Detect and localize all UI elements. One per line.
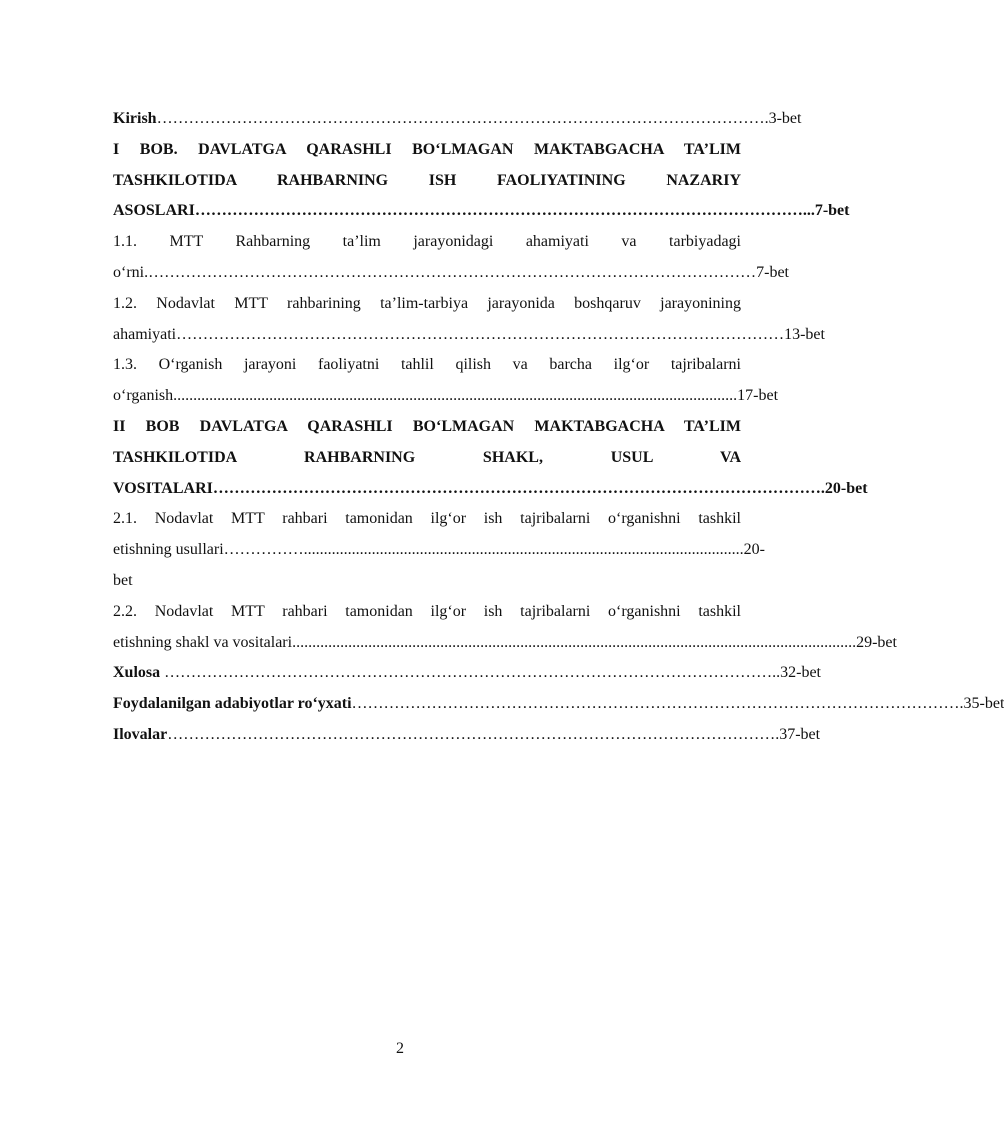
chapter-heading-line: II BOB DAVLATGA QARASHLI BO‘LMAGAN MAKTABGACHA TA’LIM — [113, 417, 741, 435]
toc-entry-xulosa — [113, 658, 821, 689]
toc-title: o‘rni. — [113, 263, 149, 281]
section-heading-line: 1.2. Nodavlat MTT rahbarining ta’lim-tarbiya jarayonida boshqaruv jarayonining — [113, 294, 741, 312]
toc-page: 29-bet — [856, 633, 897, 651]
toc-entry-1-3 — [113, 381, 779, 412]
dot-leader: …………………………………………………………………………………………………… — [176, 325, 785, 343]
toc-entry-chapter-2 — [113, 474, 868, 505]
toc-page: .35-bet — [959, 695, 1004, 713]
toc-page: 20- — [743, 541, 765, 559]
toc-entry-adabiyotlar — [113, 689, 1004, 720]
toc-page: 13-bet — [784, 325, 825, 343]
toc-title: Foydalanilgan adabiyotlar ro‘yxati — [113, 695, 352, 713]
toc-title: Ilovalar — [113, 725, 168, 743]
toc-title: Xulosa — [113, 664, 161, 682]
toc-page: .20-bet — [820, 479, 868, 497]
toc-page: ..32-bet — [772, 664, 821, 682]
dot-leader: ............................................................................................................................................. — [292, 633, 857, 651]
chapter-heading-line: TASHKILOTIDA RAHBARNING SHAKL, USUL VA — [113, 448, 741, 466]
dot-leader: …………………………………………………………………………………………………… — [156, 110, 765, 127]
toc-title: o‘rganish — [113, 387, 174, 405]
toc-page: 17-bet — [737, 387, 779, 405]
toc-entry-ilovalar — [113, 720, 821, 751]
dot-leader: ............................................................................................................................................. — [173, 387, 738, 405]
toc-title: Kirish — [113, 110, 157, 127]
chapter-heading-line: I BOB. DAVLATGA QARASHLI BO‘LMAGAN MAKTABGACHA TA’LIM — [113, 140, 741, 158]
toc-entry-kirish — [113, 104, 802, 135]
toc-page: ...7-bet — [802, 202, 850, 220]
toc-page-continuation: bet — [113, 571, 133, 589]
dot-leader: …………….............................................................................................................. — [223, 541, 744, 559]
toc-title: VOSITALARI — [113, 479, 213, 497]
toc-entry-1-2 — [113, 320, 825, 351]
toc-entry-2-2 — [113, 628, 897, 659]
dot-leader: …………………………………………………………………………………………………… — [148, 263, 757, 281]
toc-page: .3-bet — [764, 110, 802, 127]
toc-page: 7-bet — [756, 263, 789, 281]
toc-title: ahamiyati — [113, 325, 177, 343]
toc-entry-2-1 — [113, 535, 765, 566]
toc-title: etishning shakl va vositalari — [113, 633, 293, 651]
section-heading-line: 1.1. MTT Rahbarning ta’lim jarayonidagi ahamiyati va tarbiyadagi — [113, 233, 741, 251]
section-heading-line: 1.3. O‘rganish jarayoni faoliyatni tahlil qilish va barcha ilg‘or tajribalarni — [113, 356, 741, 374]
toc-title: ASOSLARI — [113, 202, 195, 220]
toc-page: .37-bet — [775, 725, 821, 743]
toc-entry-chapter-1 — [113, 196, 850, 227]
dot-leader: …………………………………………………………………………………………………… — [167, 725, 776, 743]
dot-leader: …………………………………………………………………………………………………… — [160, 664, 773, 682]
dot-leader: …………………………………………………………………………………………………… — [212, 479, 821, 497]
chapter-heading-line: TASHKILOTIDA RAHBARNING ISH FAOLIYATINING NAZARIY — [113, 171, 741, 189]
dot-leader: …………………………………………………………………………………………………… — [351, 695, 960, 713]
toc-entry-1-1 — [113, 258, 789, 289]
section-heading-line: 2.2. Nodavlat MTT rahbari tamonidan ilg‘or ish tajribalarni o‘rganishni tashkil — [113, 602, 741, 620]
section-heading-line: 2.1. Nodavlat MTT rahbari tamonidan ilg‘or ish tajribalarni o‘rganishni tashkil — [113, 510, 741, 528]
dot-leader: …………………………………………………………………………………………………… — [194, 202, 803, 220]
table-of-contents — [113, 104, 1004, 751]
page-number: 2 — [396, 1040, 404, 1057]
toc-title: etishning usullari — [113, 541, 224, 559]
